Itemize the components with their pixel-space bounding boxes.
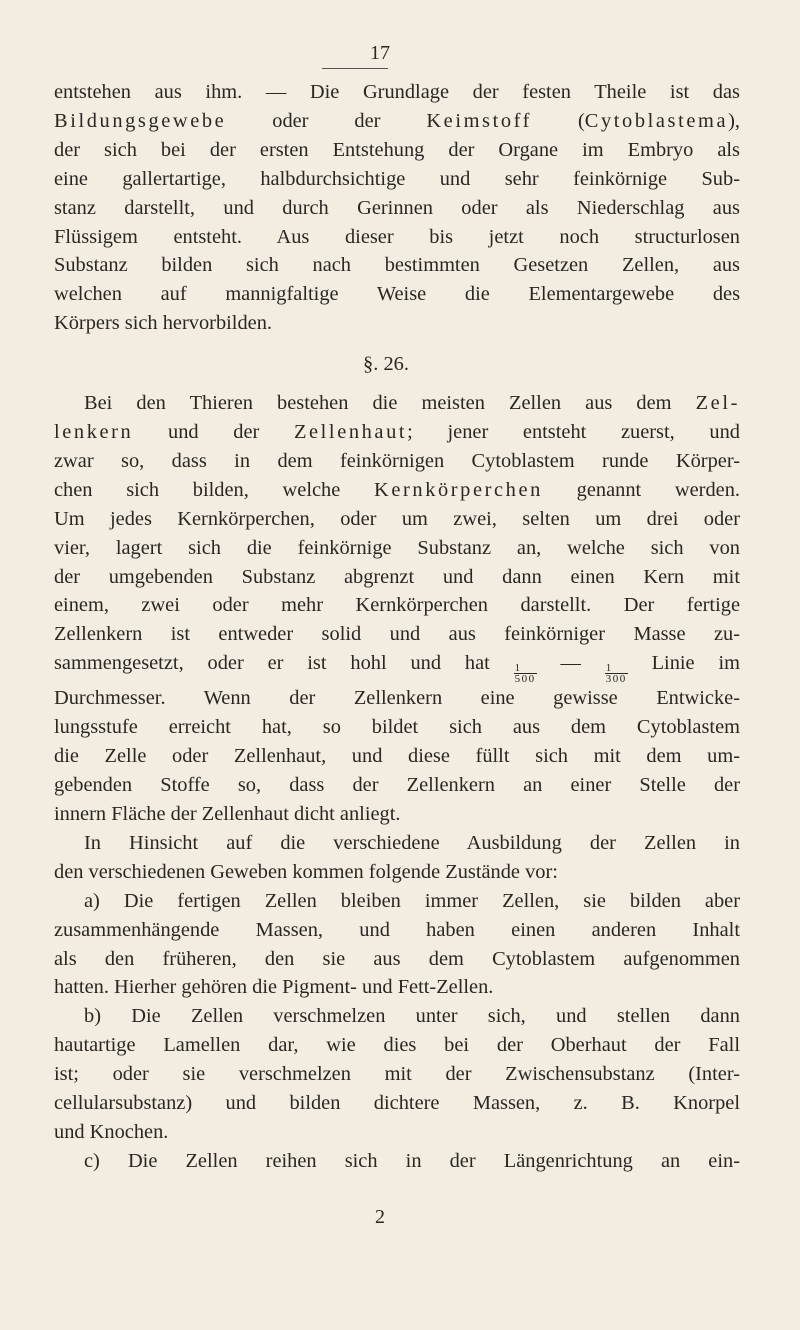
text-line: hatten. Hierher gehören die Pigment- und Fett-Zellen. (54, 976, 494, 999)
text-line: welchen auf mannigfaltige Weise die Elementargewebe des (54, 283, 740, 306)
text-line: stanz darstellt, und durch Gerinnen oder als Niederschlag aus (54, 196, 740, 219)
list-item-b: b) Die Zellen verschmelzen unter sich, und stellen dann (84, 1005, 740, 1028)
text-line: lenkern und der Zellenhaut; jener entsteht zuerst, und (54, 420, 740, 443)
spaced-term: Bildungsgewebe (54, 109, 227, 132)
text-line: Durchmesser. Wenn der Zellenkern eine gewisse Entwicke- (54, 687, 740, 710)
text-line: chen sich bilden, welche Kernkörperchen genannt werden. (54, 478, 740, 501)
text-line: Bei den Thieren bestehen die meisten Zellen aus dem Zel- (84, 392, 740, 415)
text-line: eine gallertartige, halbdurchsichtige und sehr feinkörnige Sub- (54, 167, 740, 190)
text-line: In Hinsicht auf die verschiedene Ausbildung der Zellen in (84, 831, 740, 854)
text-line: der umgebenden Substanz abgrenzt und dann einen Kern mit (54, 565, 740, 588)
spaced-term: Keimstoff (426, 109, 533, 132)
text-line: Flüssigem entsteht. Aus dieser bis jetzt noch structurlosen (54, 225, 740, 248)
fraction: $\frac{1}{500}$ (514, 662, 536, 686)
text-line: einem, zwei oder mehr Kernkörperchen darstellt. Der fertige (54, 594, 740, 617)
fraction: $\frac{1}{300}$ (605, 662, 627, 686)
text-line: Körpers sich hervorbilden. (54, 312, 273, 335)
text-line: Um jedes Kernkörperchen, oder um zwei, selten um drei oder (54, 507, 740, 530)
section-heading: §. 26. (363, 353, 409, 376)
text-line: lungsstufe erreicht hat, so bildet sich aus dem Cytoblastem (54, 716, 740, 739)
text-line: zwar so, dass in dem feinkörnigen Cytoblastem runde Körper- (54, 449, 740, 472)
text-line: als den früheren, den sie aus dem Cytoblastem aufgenommen (54, 947, 740, 970)
text-line: den verschiedenen Geweben kommen folgende Zustände vor: (54, 860, 558, 883)
text-line: zusammenhängende Massen, und haben einen anderen Inhalt (54, 918, 740, 941)
text-line: gebenden Stoffe so, dass der Zellenkern an einer Stelle der (54, 774, 740, 797)
page-number: 17 (370, 42, 390, 64)
body-text (54, 78, 740, 1176)
header-rule (322, 68, 388, 69)
text-line: Zellenkern ist entweder solid und aus feinkörniger Masse zu- (54, 623, 740, 646)
spaced-term: Zel- (695, 392, 740, 415)
text-line: Substanz bilden sich nach bestimmten Gesetzen Zellen, aus (54, 254, 740, 277)
text-line: entstehen aus ihm. — Die Grundlage der festen Theile ist das (54, 81, 740, 103)
spaced-term: Zellenhaut (293, 420, 408, 443)
text-line-with-fractions: sammengesetzt, oder er ist hohl und hat $\frac{1}{500}$ — $\frac{1}{300}$ Linie im (54, 652, 740, 686)
text-line: vier, lagert sich die feinkörnige Substanz an, welche sich von (54, 536, 740, 559)
spaced-term: Kernkörperchen (374, 478, 543, 501)
text-line: und Knochen. (54, 1121, 169, 1143)
spaced-term: lenkern (54, 420, 134, 443)
text-line: ist; oder sie verschmelzen mit der Zwischensubstanz (Inter- (54, 1063, 740, 1086)
text-line: Bildungsgewebe oder der Keimstoff (Cytoblastema), (54, 109, 741, 132)
text-line: der sich bei der ersten Entstehung der Organe im Embryo als (54, 138, 740, 161)
text-line: cellularsubstanz) und bilden dichtere Massen, z. B. Knorpel (54, 1092, 740, 1115)
text-line: hautartige Lamellen dar, wie dies bei der Oberhaut der Fall (54, 1034, 740, 1057)
signature-mark: 2 (375, 1206, 385, 1228)
spaced-term: Cytoblastema (584, 109, 729, 132)
list-item-c: c) Die Zellen reihen sich in der Längenrichtung an ein- (84, 1149, 740, 1172)
text-line: die Zelle oder Zellenhaut, und diese füllt sich mit dem um- (54, 745, 740, 768)
list-item-a: a) Die fertigen Zellen bleiben immer Zellen, sie bilden aber (84, 889, 740, 912)
text-line: innern Fläche der Zellenhaut dicht anliegt. (54, 803, 401, 826)
